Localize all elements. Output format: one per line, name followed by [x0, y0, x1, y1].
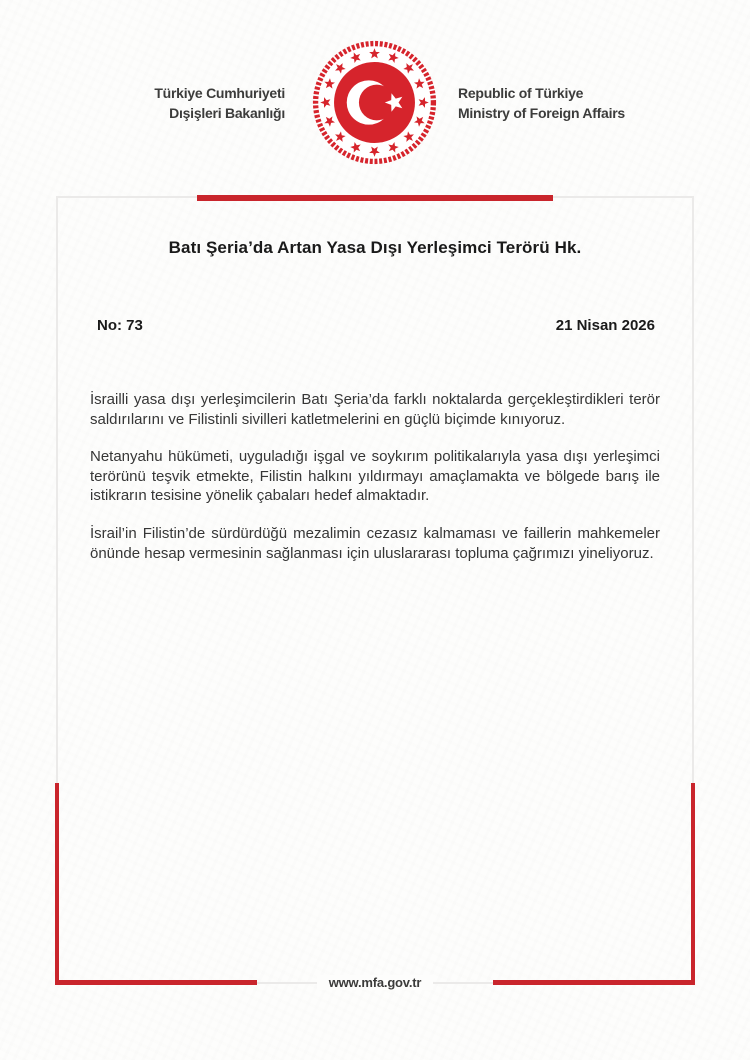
org-name-english-line1: Republic of Türkiye [458, 85, 584, 101]
document-body [90, 390, 660, 581]
paragraph-2: Netanyahu hükümeti, uyguladığı işgal ve soykırım politikalarıyla yasa dışı yerleşimci terörünü teşvik etmekte, Filistin halkını yıldırmayı amaçlamakta ve bölgede barış ile istikrarın tesisine yönelik çabaları hedef almaktadır. [90, 448, 660, 505]
org-name-turkish [0, 83, 285, 123]
org-name-turkish-line2: Dışişleri Bakanlığı [169, 105, 285, 121]
frame-red-right-segment [691, 783, 695, 985]
document-number: No: 73 [97, 317, 143, 334]
org-name-english-line2: Ministry of Foreign Affairs [458, 105, 625, 121]
turkiye-mfa-emblem-icon [312, 40, 437, 165]
content-frame [56, 196, 694, 984]
frame-red-left-segment [55, 783, 59, 985]
document-date: 21 Nisan 2026 [555, 317, 655, 334]
paragraph-1: İsrailli yasa dışı yerleşimcilerin Batı Şeria’da farklı noktalarda gerçekleştirdikleri terör saldırılarını ve Filistinli sivilleri katletmelerini en güçlü biçimde kınıyoruz. [90, 391, 660, 428]
org-name-turkish-line1: Türkiye Cumhuriyeti [154, 85, 285, 101]
document-title: Batı Şeria’da Artan Yasa Dışı Yerleşimci Terörü Hk. [168, 238, 582, 257]
paragraph-3: İsrail’in Filistin’de sürdürdüğü mezalimin cezasız kalmaması ve faillerin mahkemeler önünde hesap vermesinin sağlanması için uluslararası topluma çağrımızı yineliyoruz. [90, 524, 660, 562]
org-name-english [458, 83, 718, 123]
red-accent-bar [197, 195, 553, 201]
website-url: www.mfa.gov.tr [317, 975, 434, 990]
star-and-crescent-icon [334, 62, 415, 143]
footer [0, 974, 750, 992]
